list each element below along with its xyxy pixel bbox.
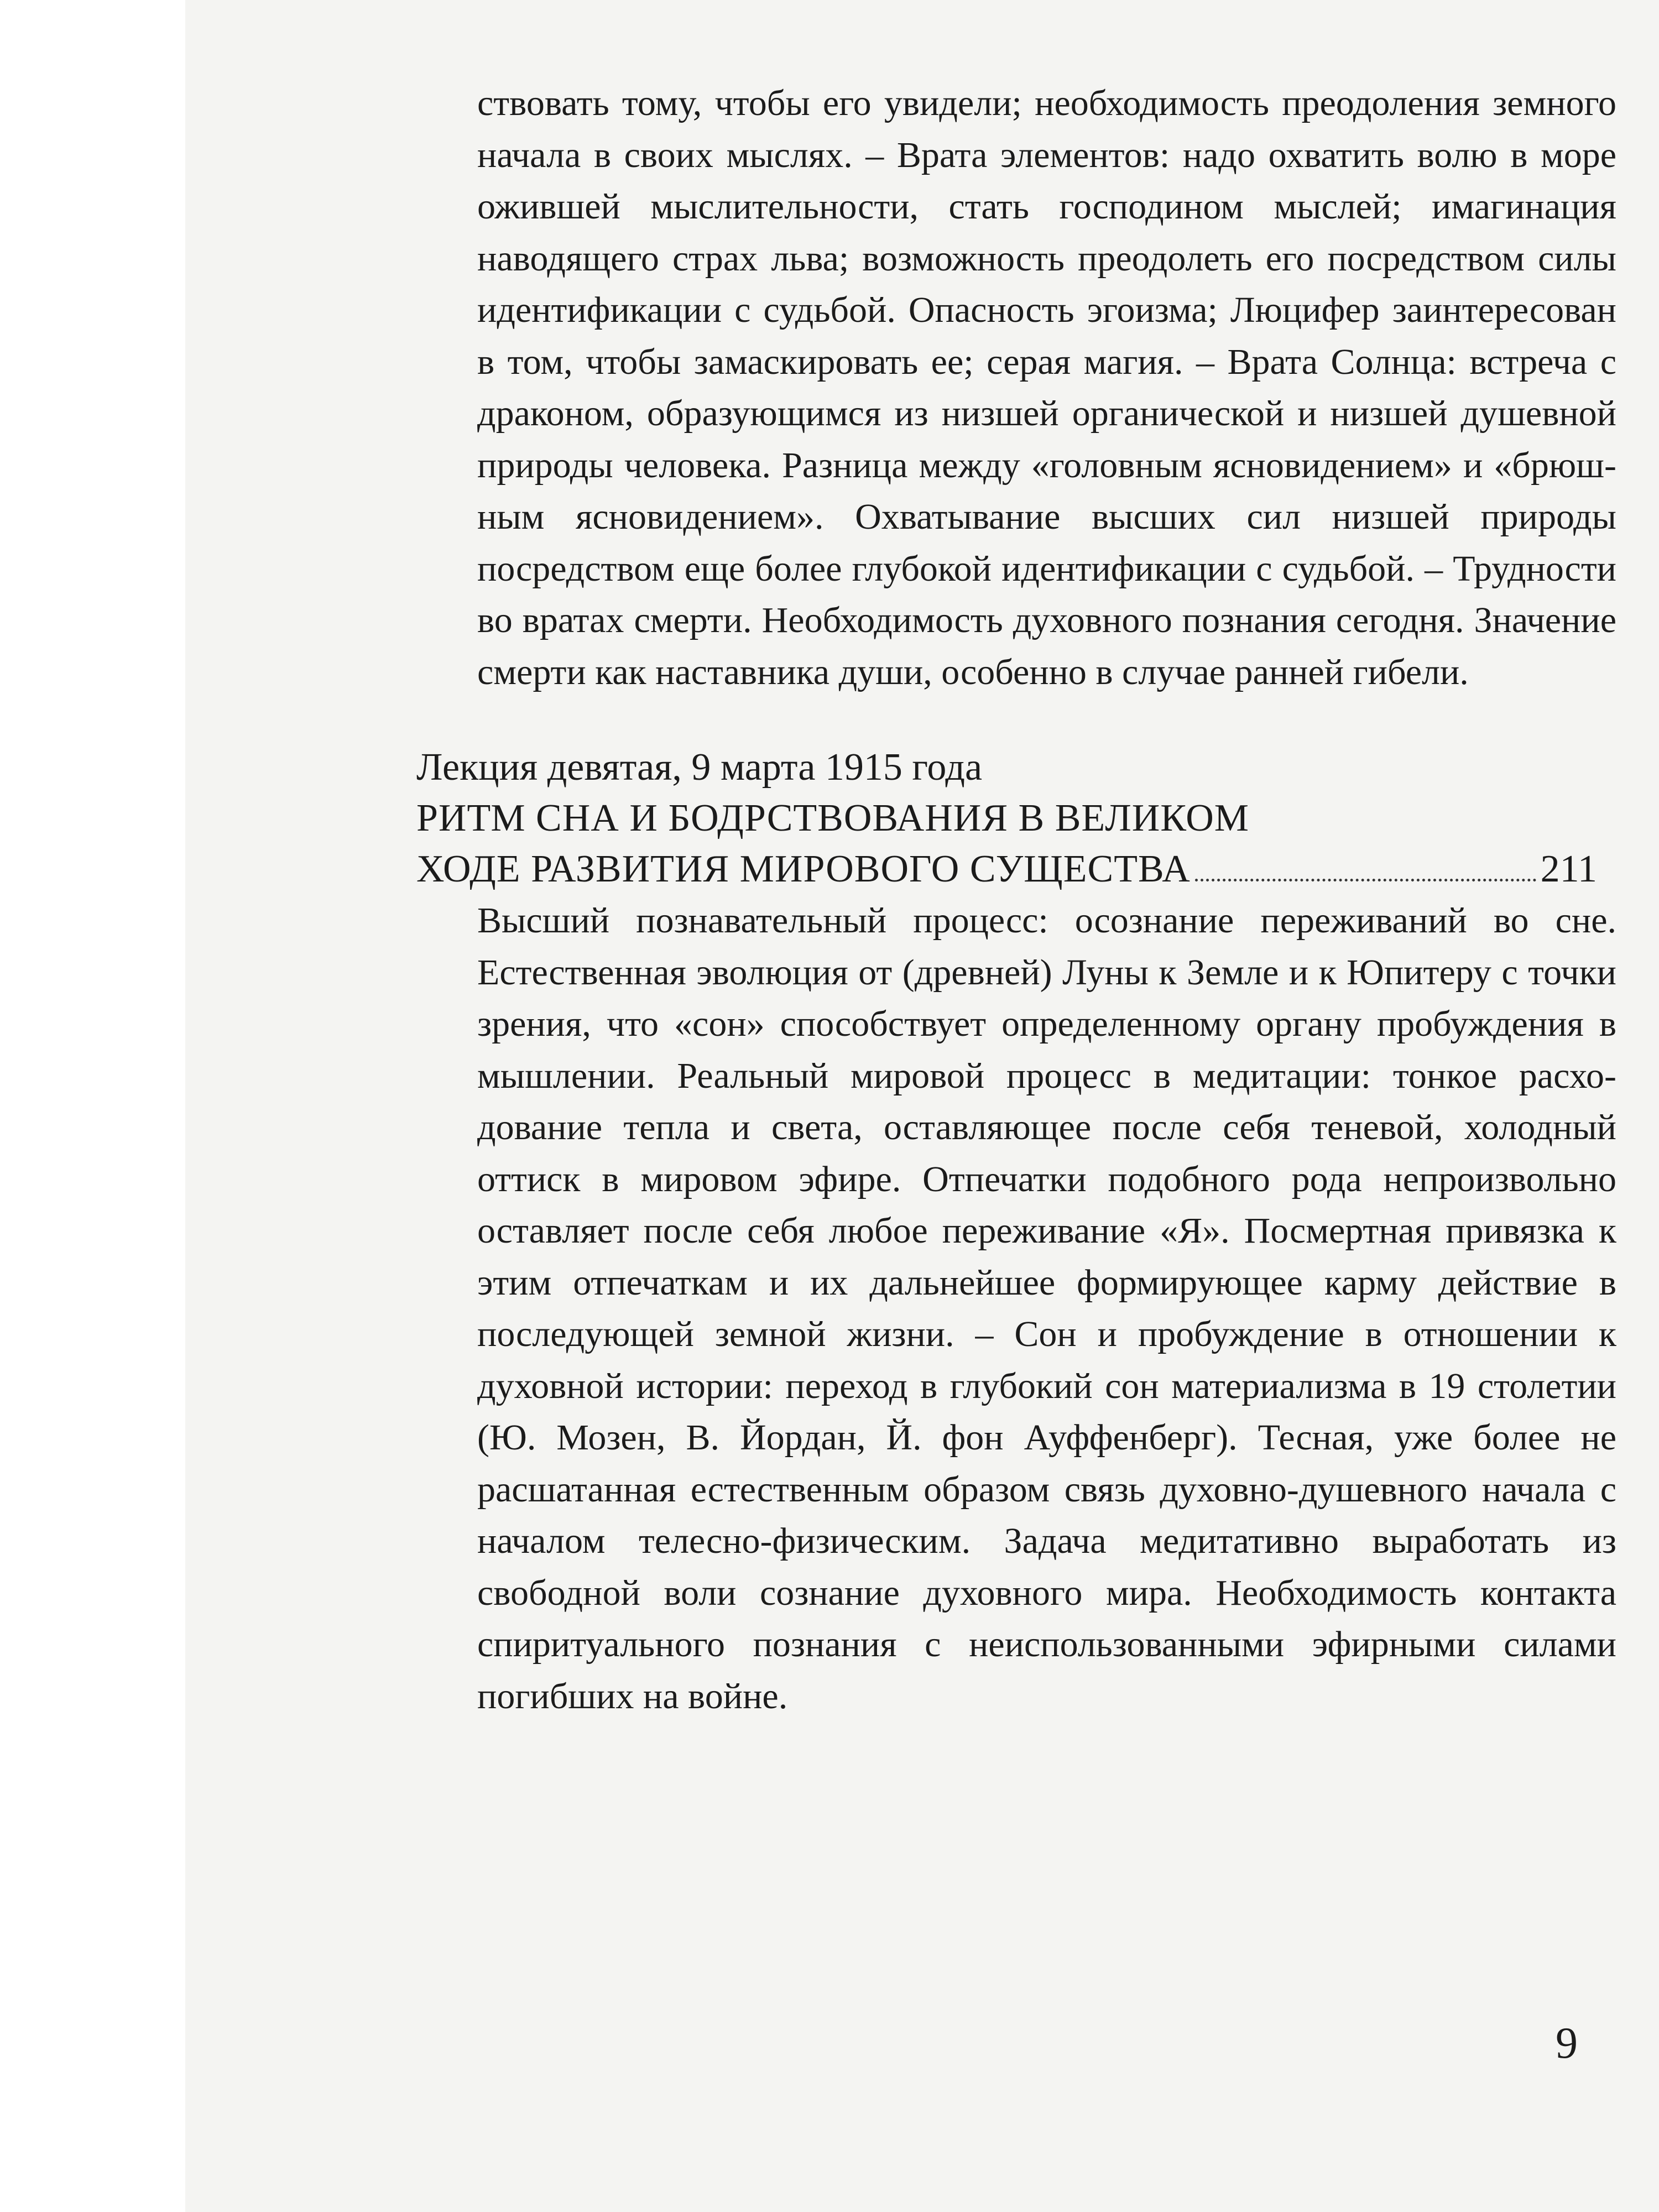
previous-lecture-description: ствовать тому, чтобы его увидели; необходимость преодоления земного начала в своих мыслях. – Врата элементов: надо охватить волю в море ожившей мыслительности, стать господином мыслей; имагинация наводящего страх льва; возможность преодолеть его посредством силы идентификации с судьбой. Опасность эгоизма; Люцифер заинтересован в том, чтобы замаскировать ее; серая магия. – Врата Солнца: встреча с драконом, образующимся из низшей органической и низшей душевной природы человека. Разница между «головным ясновидением» и «брюшным ясновидением». Охватывание высших сил низшей природы посредством еще более глубокой идентификации с судьбой. – Трудности во вратах смерти. Необходимость духовного познания сегодня. Значение смерти как наставника души, особенно в случае ранней гибели. <box>477 83 1616 692</box>
lecture-page-number: 211 <box>1540 848 1597 890</box>
lecture-description: Высший познавательный процесс: осознание переживаний во сне. Естественная эволюция от (древней) Луны к Земле и к Юпитеру с точки зрения, что «сон» способствует определенному органу пробуждения в мышлении. Реальный мировой процесс в медитации: тонкое расходование тепла и света, оставляющее после себя теневой, холодный оттиск в мировом эфире. Отпечатки подобного рода непроизвольно оставляет после себя любое переживание «Я». Посмертная привязка к этим отпечаткам и их дальнейшее формирующее карму действие в последующей земной жизни. – Сон и пробуждение в отношении к духовной истории: переход в глубокий сон материализма в 19 столетии (Ю. Мозен, В. Йордан, Й. фон Ауффенберг). Тесная, уже более не расшатанная естественным образом связь духовно-душевного начала с началом телесно-физическим. Задача медитативно выработать из свободной воли сознание духовного мира. Необходимость контакта спиритуального познания с неиспользованными эфирными силами погибших на войне. <box>477 900 1616 1717</box>
lecture-heading: Лекция девятая, 9 марта 1915 года <box>416 746 983 789</box>
table-of-contents <box>416 77 1616 1722</box>
lecture-title-line-2 <box>416 844 1597 895</box>
dot-leader <box>1195 879 1536 881</box>
page-number: 9 <box>1556 2019 1578 2068</box>
lecture-title-text: ХОДЕ РАЗВИТИЯ МИРОВОГО СУЩЕСТВА <box>416 848 1191 890</box>
book-page <box>185 0 1659 2212</box>
lecture-title-line-1: РИТМ СНА И БОДРСТВОВАНИЯ В ВЕЛИКОМ <box>416 797 1250 839</box>
